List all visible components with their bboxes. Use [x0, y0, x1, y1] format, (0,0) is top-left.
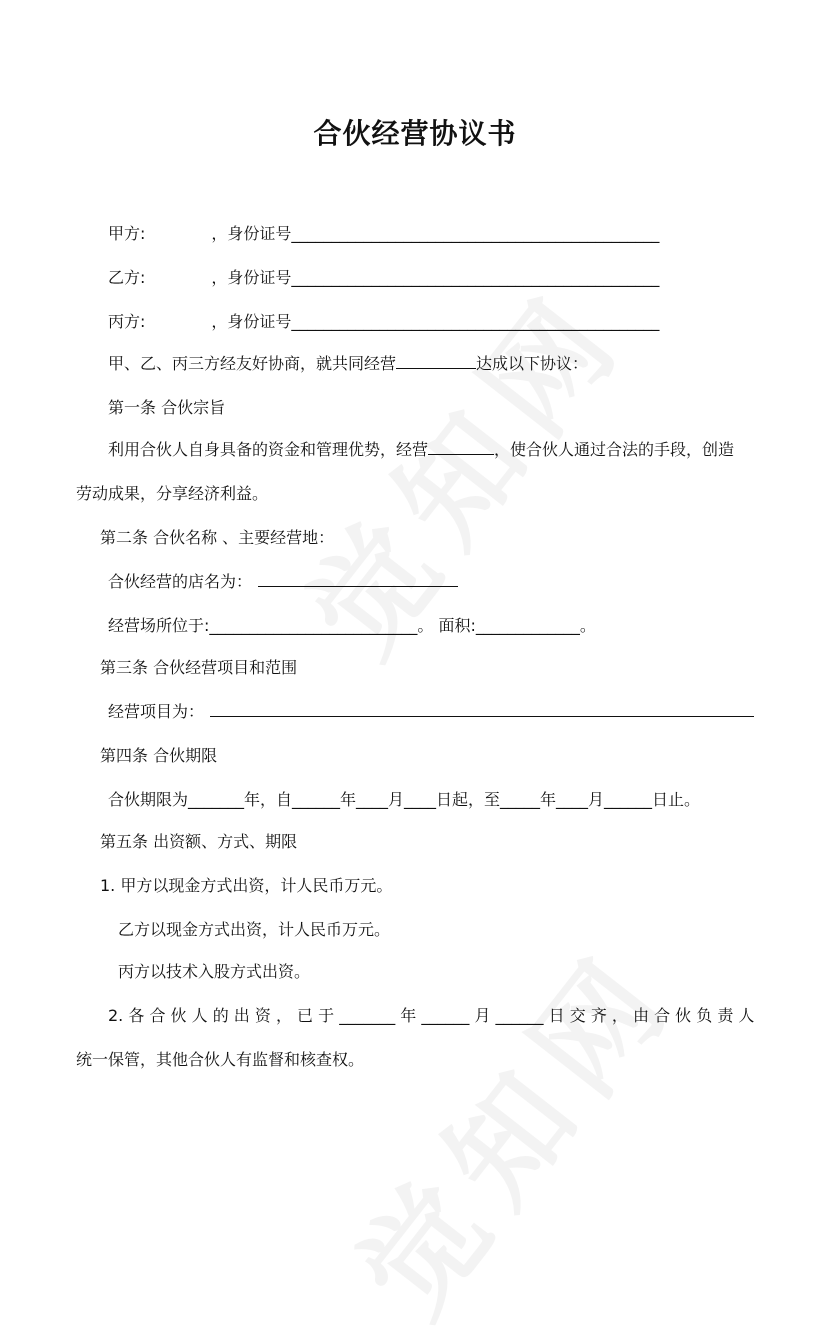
intro-text-end: 达成以下协议：	[476, 354, 589, 373]
payment-line-2: 统一保管，其他合伙人有监督和核查权。	[76, 1050, 365, 1069]
watermark	[313, 908, 707, 1344]
contribution-c: 丙方以技术入股方式出资。	[118, 962, 311, 981]
article-2-heading: 第二条 合伙名称 、主要经营地：	[100, 528, 335, 547]
article-1-text: 利用合伙人自身具备的资金和管理优势，经营	[108, 440, 429, 459]
article-1-line-2: 劳动成果，分享经济利益。	[76, 484, 269, 503]
party-a-line	[108, 222, 659, 246]
article-5-heading: 第五条 出资额、方式、期限	[100, 832, 298, 851]
shop-name-line	[108, 570, 458, 594]
article-3-heading: 第三条 合伙经营项目和范围	[100, 658, 298, 677]
article-1-heading: 第一条 合伙宗旨	[108, 398, 226, 417]
intro-line	[108, 352, 588, 376]
contribution-a: 1. 甲方以现金方式出资，计人民币万元。	[100, 876, 393, 895]
party-c-id-field: ，身份证号______________________________________________	[211, 312, 660, 331]
party-a-id-field: ，身份证号______________________________________________	[211, 224, 660, 243]
article-4-heading: 第四条 合伙期限	[100, 746, 218, 765]
party-c-label: 丙方:	[108, 312, 146, 331]
article-1-text-end: ，使合伙人通过合法的手段，创造	[494, 440, 735, 459]
payment-line-1: 2. 各 合 伙 人 的 出 资 ， 已 于 _______ 年 ______ 月 ______ 日 交 齐 ， 由 合 伙 负 责 人	[108, 1006, 755, 1025]
place-line: 经营场所位于:__________________________。 面积:_____________。	[108, 616, 596, 635]
party-b-id-field: ，身份证号______________________________________________	[211, 268, 660, 287]
party-b-line	[108, 266, 659, 290]
business-blank	[396, 352, 476, 369]
items-blank	[210, 700, 754, 717]
shop-name-label: 合伙经营的店名为：	[108, 572, 253, 591]
party-a-label: 甲方:	[108, 224, 146, 243]
shop-name-blank	[258, 570, 458, 587]
business-blank	[428, 438, 494, 455]
contribution-b: 乙方以现金方式出资，计人民币万元。	[118, 920, 391, 939]
party-b-label: 乙方:	[108, 268, 146, 287]
document-title: 合伙经营协议书	[313, 117, 517, 150]
intro-text: 甲、乙、丙三方经友好协商，就共同经营	[108, 354, 397, 373]
article-1-line-1	[108, 438, 734, 462]
items-line	[108, 700, 754, 724]
party-c-line	[108, 310, 659, 334]
items-label: 经营项目为：	[108, 702, 205, 721]
term-line: 合伙期限为_______年，自______年____月____日起，至_____年____月______日止。	[108, 790, 701, 809]
